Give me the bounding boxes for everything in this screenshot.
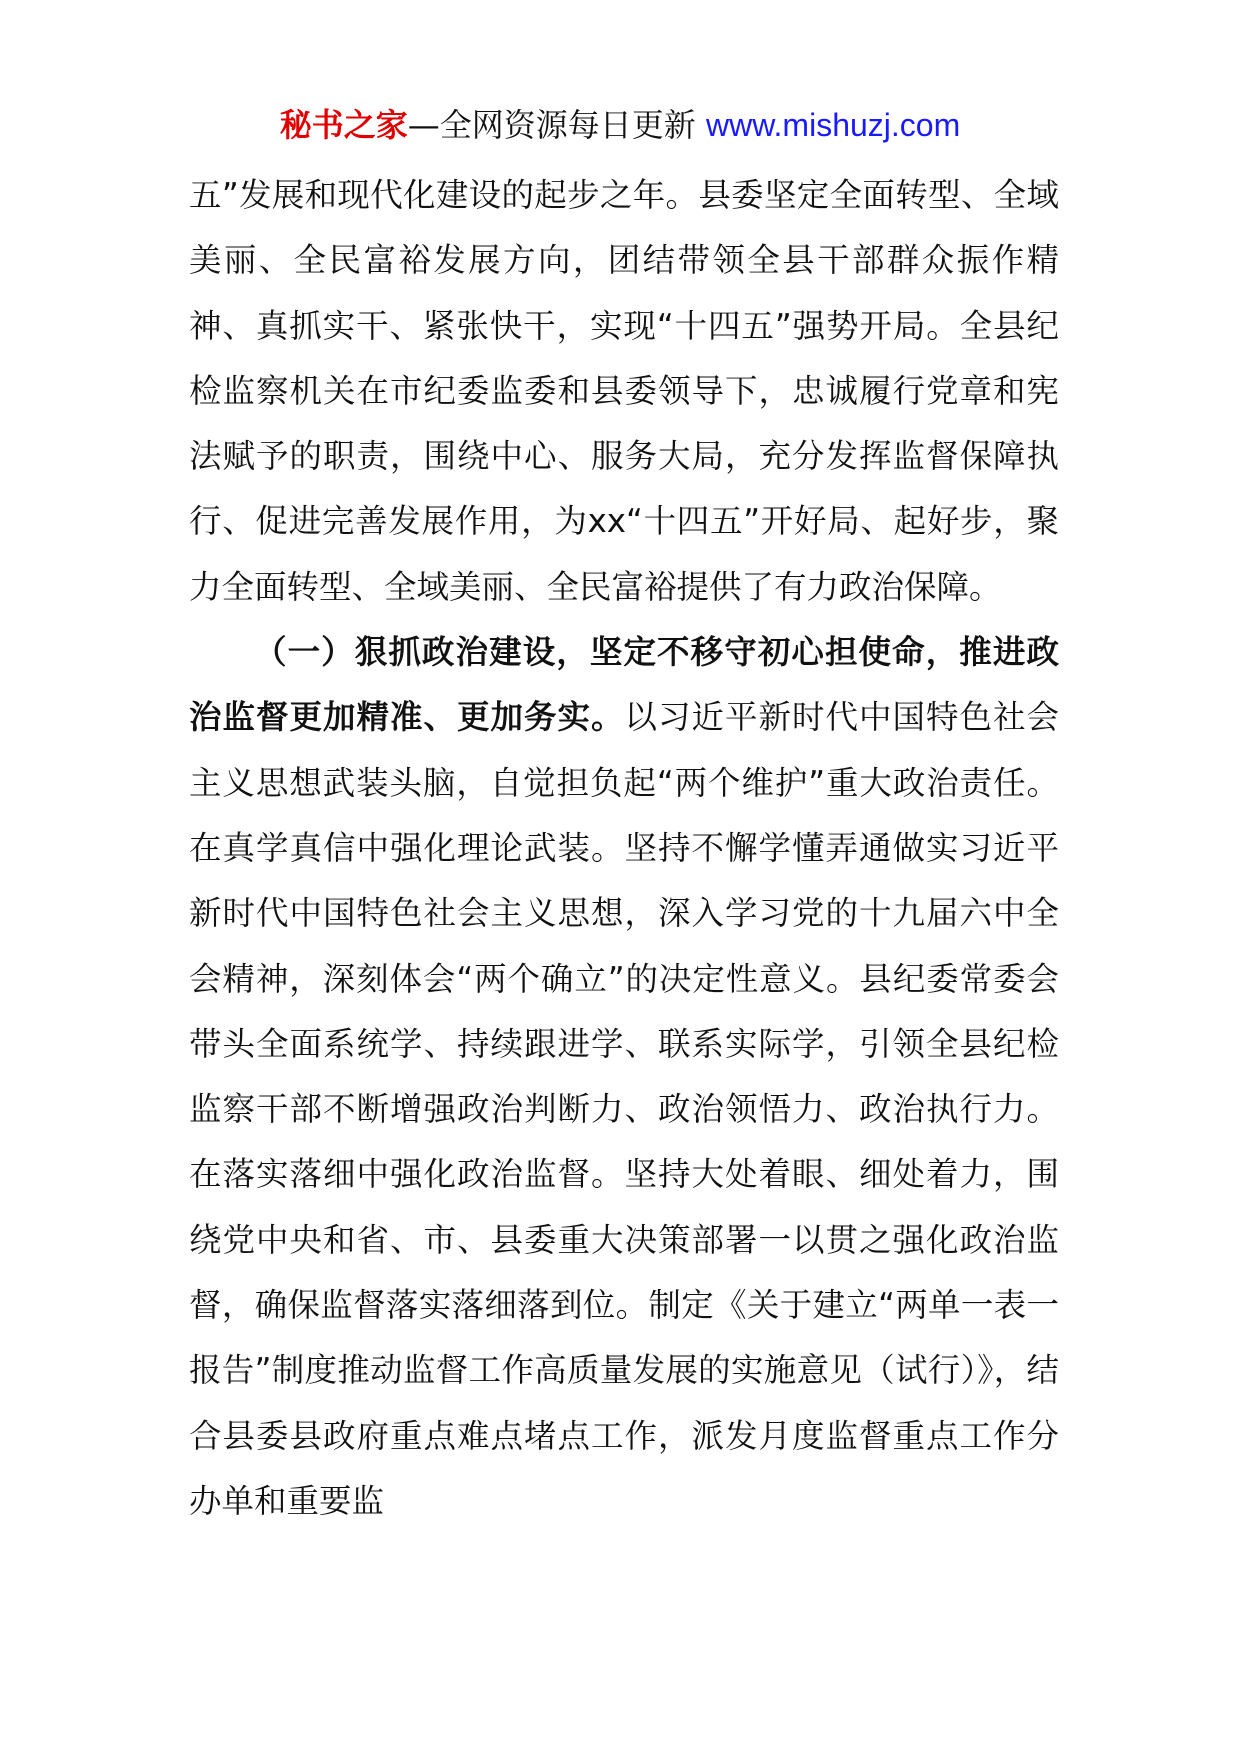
document-body	[189, 163, 1059, 1534]
paragraph-section-1	[189, 620, 1059, 1534]
brand-name: 秘书之家	[279, 106, 408, 144]
page-header	[0, 98, 1240, 152]
header-tagline: —全网资源每日更新	[407, 106, 706, 144]
section-heading: （一）狠抓政治建设，坚定不移守初心担使命，推进政治监督更加精准、更加务实。	[189, 633, 1059, 737]
site-url-link[interactable]: www.mishuzj.com	[705, 107, 961, 143]
paragraph-intro: 五”发展和现代化建设的起步之年。县委坚定全面转型、全域美丽、全民富裕发展方向，团结带领全县干部群众振作精神、真抓实干、紧张快干，实现“十四五”强势开局。全县纪检监察机关在市纪委监委和县委领导下，忠诚履行党章和宪法赋予的职责，围绕中心、服务大局，充分发挥监督保障执行、促进完善发展作用，为xx“十四五”开好局、起好步，聚力全面转型、全域美丽、全民富裕提供了有力政治保障。	[189, 176, 1059, 606]
section-body-text: 以习近平新时代中国特色社会主义思想武装头脑，自觉担负起“两个维护”重大政治责任。在真学真信中强化理论武装。坚持不懈学懂弄通做实习近平新时代中国特色社会主义思想，深入学习党的十九届六中全会精神，深刻体会“两个确立”的决定性意义。县纪委常委会带头全面系统学、持续跟进学、联系实际学，引领全县纪检监察干部不断增强政治判断力、政治领悟力、政治执行力。在落实落细中强化政治监督。坚持大处着眼、细处着力，围绕党中央和省、市、县委重大决策部署一以贯之强化政治监督，确保监督落实落细落到位。制定《关于建立“两单一表一报告”制度推动监督工作高质量发展的实施意见（试行）》，结合县委县政府重点难点堵点工作，派发月度监督重点工作分办单和重要监	[189, 698, 1059, 1520]
